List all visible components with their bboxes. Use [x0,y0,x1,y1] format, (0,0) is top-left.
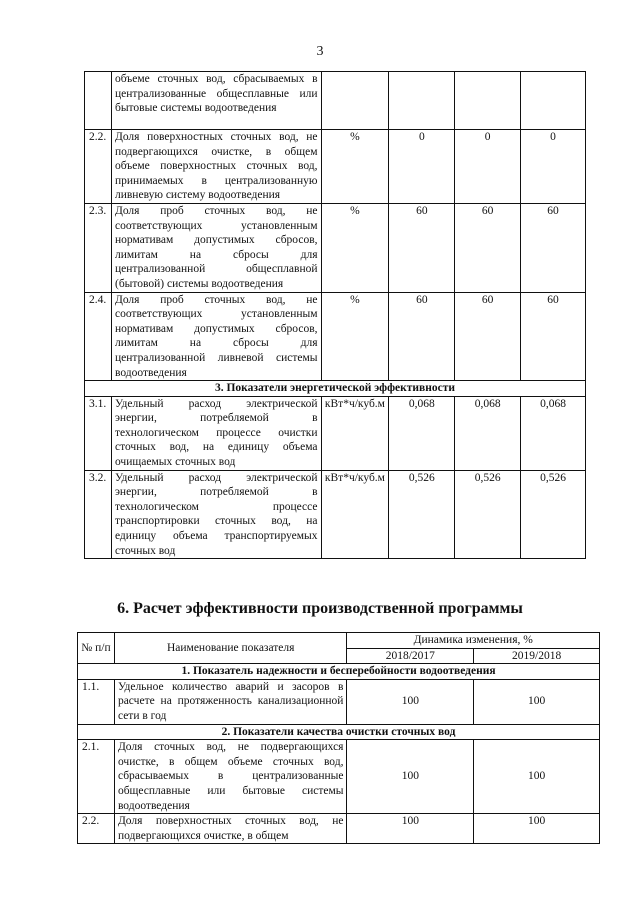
row-description: Доля поверхностных сточных вод, не подвергающихся очистке, в общем [114,814,347,844]
column-header-year-2: 2019/2018 [474,648,600,664]
table-row [78,814,600,844]
row-number: 2.1. [78,740,115,814]
row-value-2: 0 [455,130,521,204]
section-title: 2. Показатели качества очистки сточных вод [78,724,600,740]
row-unit: % [321,130,389,204]
row-value-3: 0,526 [521,470,586,559]
row-value-2: 100 [474,740,600,814]
row-number: 2.2. [78,814,115,844]
row-description: Доля проб сточных вод, не соответствующих установленным нормативам допустимых сбросов, лимитам на сбросы для централизованной общесплавной (бытовой) системы водоотведения [111,203,321,292]
row-description: Доля сточных вод, не подвергающихся очистке, в общем объеме сточных вод, сбрасываемых в централизованные общесплавные или бытовые системы водоотведения [114,740,347,814]
row-value-1: 60 [389,292,455,381]
table-row [78,740,600,814]
row-description: Удельный расход электрической энергии, потребляемой в технологическом процессе транспортировки сточных вод, на единицу объема транспортируемых сточных вод [111,470,321,559]
row-description: Удельный расход электрической энергии, потребляемой в технологическом процессе очистки сточных вод, на единицу объема очищаемых сточных вод [111,396,321,470]
row-value-1: 100 [347,814,474,844]
row-value-2: 0,068 [455,396,521,470]
section-header-row [85,381,586,397]
row-unit: % [321,203,389,292]
row-value-3: 60 [521,203,586,292]
row-unit [321,72,389,130]
section-title: 3. Показатели энергетической эффективности [85,381,586,397]
row-number: 3.2. [85,470,112,559]
efficiency-table [77,632,600,844]
page-number: 3 [316,44,324,59]
row-value-2: 100 [474,679,600,724]
column-header-dynamics: Динамика изменения, % [347,633,600,649]
row-value-2 [455,72,521,130]
row-value-1: 0,068 [389,396,455,470]
row-value-1: 100 [347,679,474,724]
row-description: Удельное количество аварий и засоров в расчете на протяженность канализационной сети в год [114,679,347,724]
table-row [78,679,600,724]
row-value-3 [521,72,586,130]
row-number [85,72,112,130]
row-number: 2.3. [85,203,112,292]
table-row [85,470,586,559]
row-number: 3.1. [85,396,112,470]
row-unit: % [321,292,389,381]
section-header-row [78,724,600,740]
row-value-3: 0,068 [521,396,586,470]
table-row [85,396,586,470]
row-value-2: 60 [455,203,521,292]
row-value-1 [389,72,455,130]
header-row [78,633,600,649]
column-header-number: № п/п [78,633,115,664]
table-row [85,130,586,204]
column-header-year-1: 2018/2017 [347,648,474,664]
table-row [85,292,586,381]
row-value-1: 60 [389,203,455,292]
row-value-1: 100 [347,740,474,814]
row-value-2: 60 [455,292,521,381]
row-value-2: 100 [474,814,600,844]
section-header-row [78,664,600,680]
section-title: 1. Показатель надежности и бесперебойности водоотведения [78,664,600,680]
indicators-table-continued [84,71,586,559]
row-number: 2.4. [85,292,112,381]
table-row [85,72,586,130]
row-value-1: 0 [389,130,455,204]
row-value-1: 0,526 [389,470,455,559]
row-description: Доля поверхностных сточных вод, не подвергающихся очистке, в общем объеме поверхностных сточных вод, принимаемых в централизованную ливневую систему водоотведения [111,130,321,204]
table-row [85,203,586,292]
row-number: 2.2. [85,130,112,204]
row-value-3: 0 [521,130,586,204]
row-value-2: 0,526 [455,470,521,559]
column-header-name: Наименование показателя [114,633,347,664]
row-description: объеме сточных вод, сбрасываемых в централизованные общесплавные или бытовые системы водоотведения [111,72,321,130]
row-unit: кВт*ч/куб.м [321,470,389,559]
section-heading: 6. Расчет эффективности производственной программы [117,600,523,617]
row-number: 1.1. [78,679,115,724]
row-unit: кВт*ч/куб.м [321,396,389,470]
row-value-3: 60 [521,292,586,381]
row-description: Доля проб сточных вод, не соответствующих установленным нормативам допустимых сбросов, лимитам на сбросы для централизованной ливневой системы водоотведения [111,292,321,381]
